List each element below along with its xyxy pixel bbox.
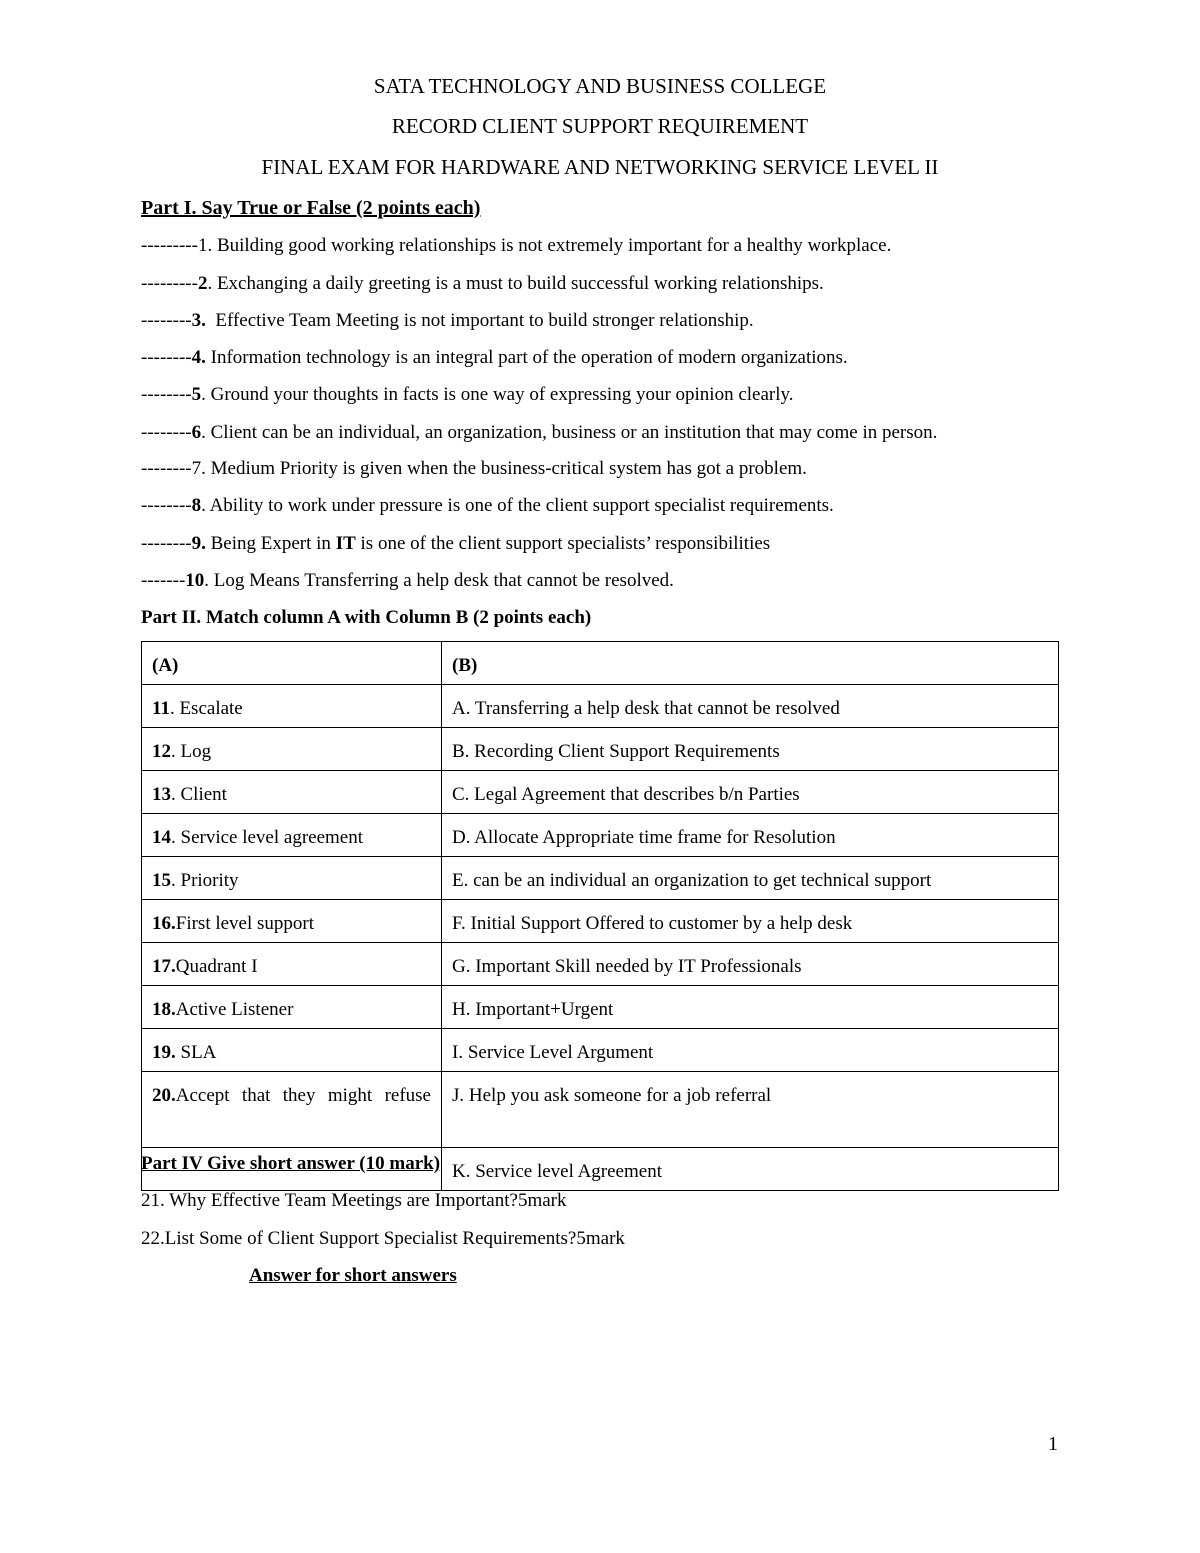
question-10: -------10. Log Means Transferring a help desk that cannot be resolved. (141, 570, 674, 591)
table-row (142, 1029, 1059, 1072)
column-b-cell: J. Help you ask someone for a job referral (442, 1072, 1059, 1148)
question-1: ---------1. Building good working relationships is not extremely important for a healthy workplace. (141, 235, 892, 256)
column-b-cell: E. can be an individual an organization to get technical support (442, 857, 1059, 900)
column-b-cell: D. Allocate Appropriate time frame for Resolution (442, 814, 1059, 857)
column-b-cell: G. Important Skill needed by IT Professionals (442, 943, 1059, 986)
column-b-cell: I. Service Level Argument (442, 1029, 1059, 1072)
table-row (142, 900, 1059, 943)
column-a-cell: 15. Priority (142, 857, 442, 900)
column-b-cell: H. Important+Urgent (442, 986, 1059, 1029)
table-row (142, 1072, 1059, 1148)
question-4: --------4. Information technology is an integral part of the operation of modern organizations. (141, 347, 848, 368)
column-a-cell: 19. SLA (142, 1029, 442, 1072)
table-row (142, 857, 1059, 900)
column-a-cell: 20.Accept that they might refuse (142, 1072, 442, 1148)
answers-title: Answer for short answers (249, 1265, 457, 1286)
short-question-21: 21. Why Effective Team Meetings are Important?5mark (141, 1190, 567, 1211)
column-a-cell: 14. Service level agreement (142, 814, 442, 857)
part4-title: Part IV Give short answer (10 mark) (141, 1153, 441, 1174)
part2-title: Part II. Match column A with Column B (2 points each) (141, 607, 592, 628)
table-row (142, 771, 1059, 814)
part1-title: Part I. Say True or False (2 points each) (141, 197, 481, 219)
question-2: ---------2. Exchanging a daily greeting is a must to build successful working relationships. (141, 273, 824, 294)
column-b-cell: C. Legal Agreement that describes b/n Parties (442, 771, 1059, 814)
page-number: 1 (1048, 1433, 1058, 1455)
question-3: --------3. Effective Team Meeting is not important to build stronger relationship. (141, 310, 754, 331)
column-a-cell: 13. Client (142, 771, 442, 814)
column-b-header: (B) (442, 642, 1059, 685)
table-row (142, 728, 1059, 771)
column-a-cell: 12. Log (142, 728, 442, 771)
column-b-cell: F. Initial Support Offered to customer by a help desk (442, 900, 1059, 943)
question-6: --------6. Client can be an individual, an organization, business or an institution that may come in person. (141, 422, 938, 443)
question-5: --------5. Ground your thoughts in facts is one way of expressing your opinion clearly. (141, 384, 794, 405)
column-a-cell: 17.Quadrant I (142, 943, 442, 986)
table-header-row (142, 642, 1059, 685)
column-b-cell: A. Transferring a help desk that cannot be resolved (442, 685, 1059, 728)
column-a-cell: 16.First level support (142, 900, 442, 943)
question-8: --------8. Ability to work under pressure is one of the client support specialist requirements. (141, 495, 834, 516)
table-row (142, 943, 1059, 986)
question-9: --------9. Being Expert in IT is one of the client support specialists’ responsibilities (141, 533, 771, 554)
question-7: --------7. Medium Priority is given when the business-critical system has got a problem. (141, 458, 807, 479)
column-b-cell: B. Recording Client Support Requirements (442, 728, 1059, 771)
matching-table (141, 641, 1059, 1191)
column-a-header: (A) (142, 642, 442, 685)
column-a-cell: 11. Escalate (142, 685, 442, 728)
exam-subject: RECORD CLIENT SUPPORT REQUIREMENT (391, 114, 809, 138)
college-name: SATA TECHNOLOGY AND BUSINESS COLLEGE (373, 74, 827, 98)
short-question-22: 22.List Some of Client Support Specialist Requirements?5mark (141, 1228, 625, 1249)
table-row (142, 986, 1059, 1029)
column-b-cell: K. Service level Agreement (442, 1148, 1059, 1191)
exam-title: FINAL EXAM FOR HARDWARE AND NETWORKING SERVICE LEVEL II (261, 155, 939, 179)
table-row (142, 814, 1059, 857)
column-a-cell: 18.Active Listener (142, 986, 442, 1029)
table-row (142, 685, 1059, 728)
